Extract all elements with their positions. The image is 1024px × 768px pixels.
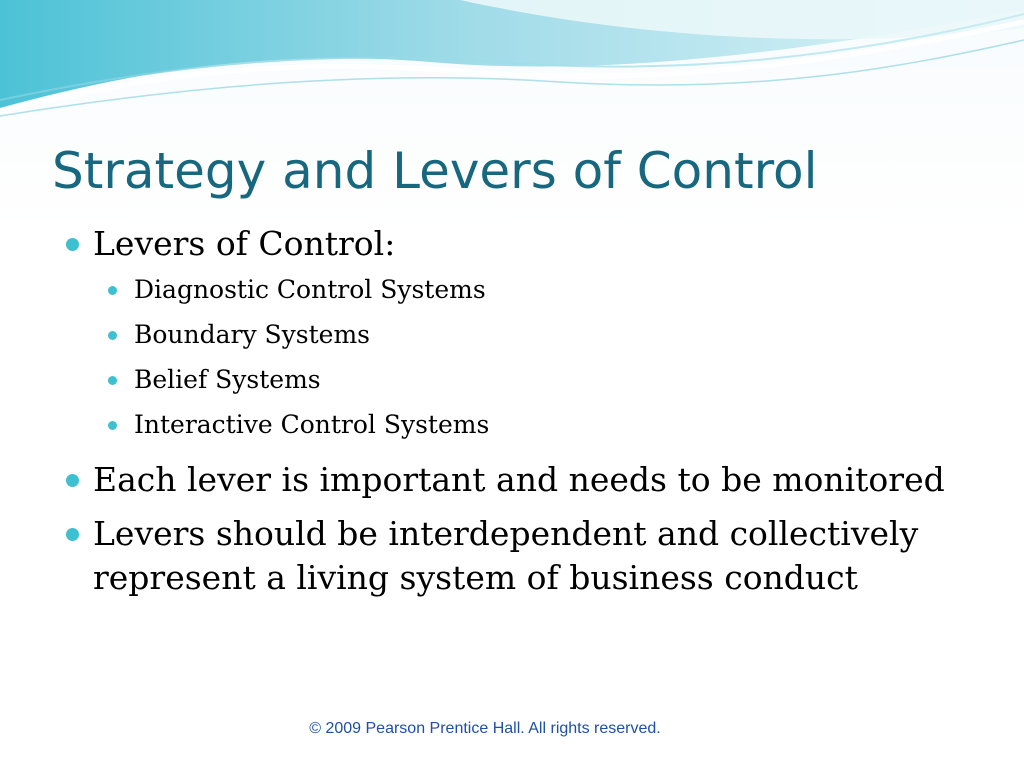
sub-bullet-text: Interactive Control Systems: [134, 410, 490, 439]
bullet-dot-icon: [66, 238, 79, 251]
bullet-dot-icon: [108, 376, 117, 385]
sub-bullet-item: [62, 362, 962, 398]
header-wave-decoration: [0, 0, 1024, 130]
sub-bullet-item: [62, 272, 962, 308]
sub-bullet-text: Belief Systems: [134, 365, 321, 394]
sub-bullet-item: [62, 317, 962, 353]
sub-bullet-text: Boundary Systems: [134, 320, 371, 349]
bullet-dot-icon: [66, 474, 79, 487]
bullet-dot-icon: [66, 528, 79, 541]
bullet-text: Each lever is important and needs to be monitored: [93, 460, 945, 499]
bullet-item: [62, 222, 962, 266]
bullet-text: Levers should be interdependent and collectively represent a living system of business conduct: [93, 514, 919, 597]
bullet-text: Levers of Control:: [93, 224, 396, 263]
bullet-dot-icon: [108, 421, 117, 430]
copyright-footer: © 2009 Pearson Prentice Hall. All rights reserved.: [309, 720, 661, 737]
bullet-list: [62, 222, 962, 600]
bullet-item: [62, 512, 962, 600]
slide-title: Strategy and Levers of Control: [52, 142, 818, 200]
sub-bullet-text: Diagnostic Control Systems: [134, 275, 486, 304]
bullet-dot-icon: [108, 286, 117, 295]
bullet-dot-icon: [108, 331, 117, 340]
sub-bullet-item: [62, 407, 962, 443]
bullet-item: [62, 458, 962, 502]
